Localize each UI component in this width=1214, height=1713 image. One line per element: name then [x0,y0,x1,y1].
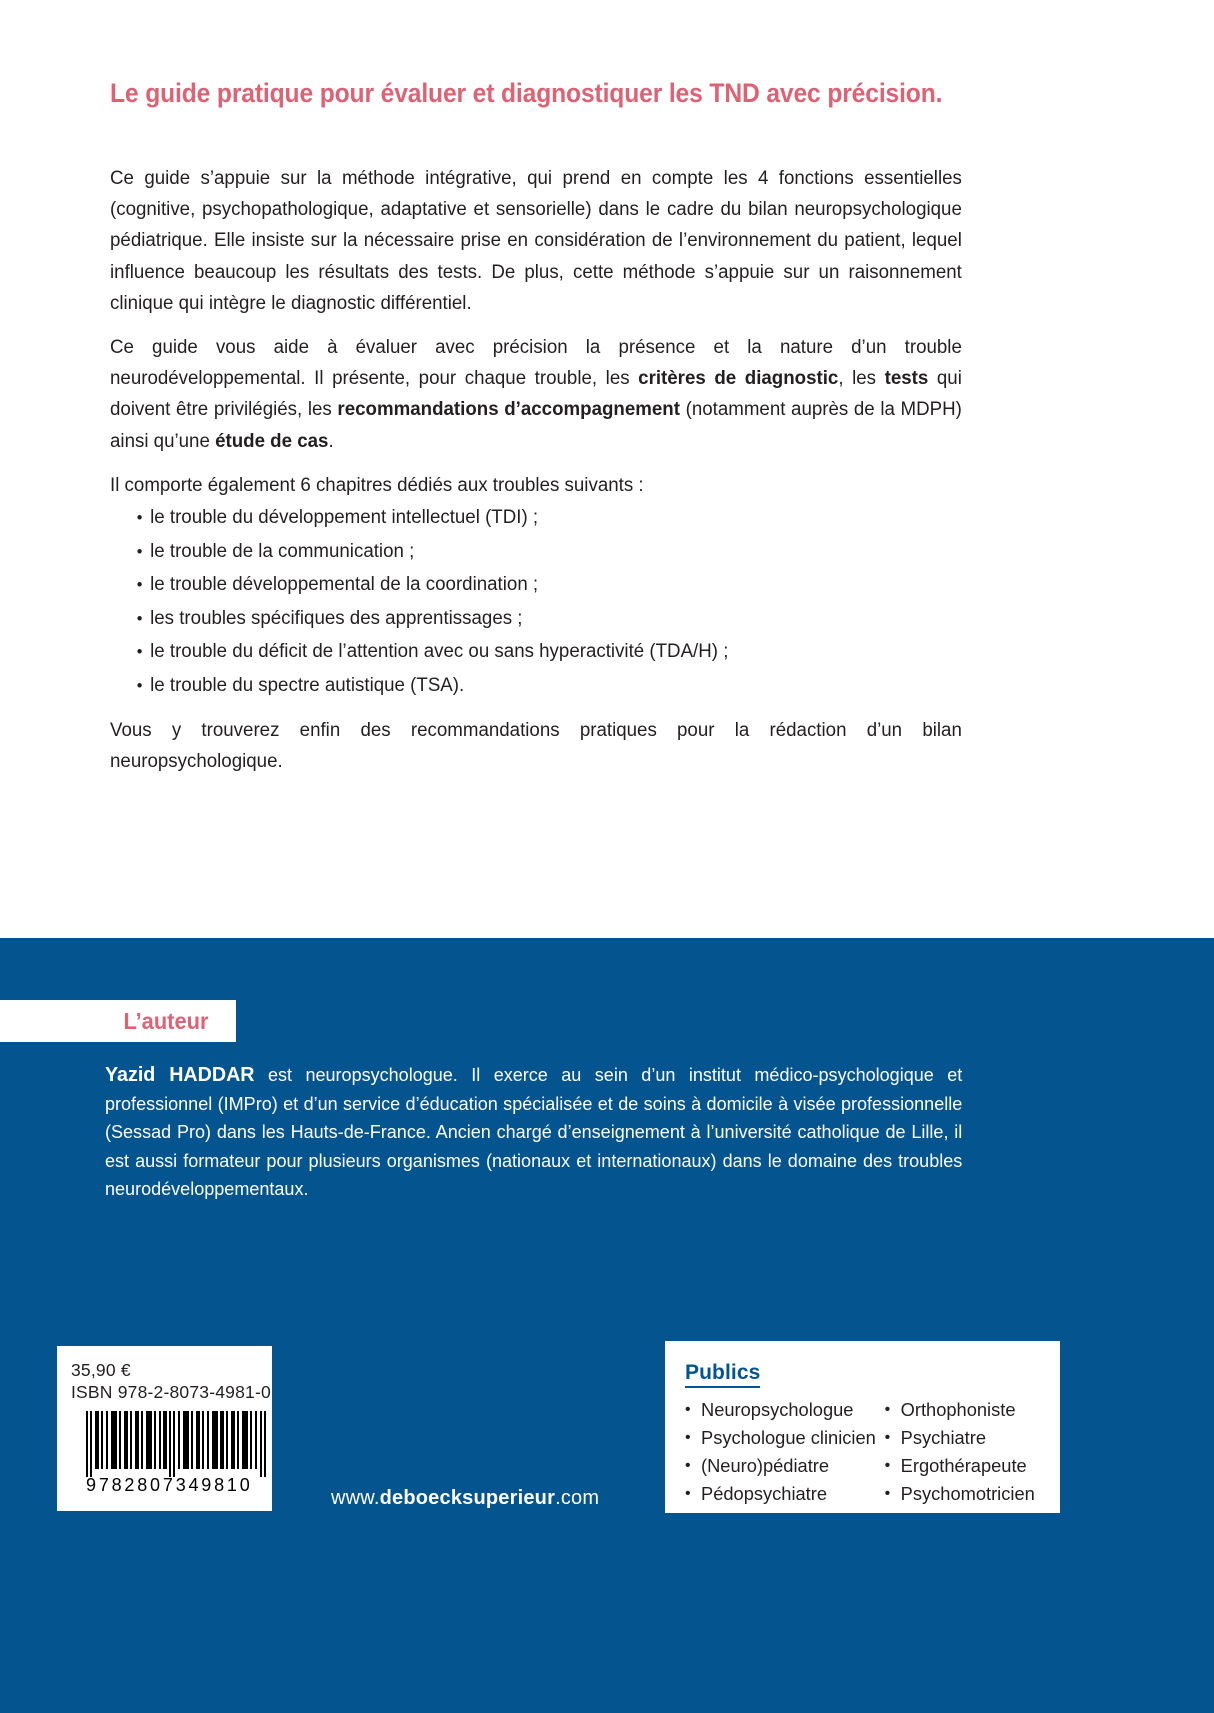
publics-box [665,1341,1060,1513]
blurb-p2-segment-5: . [328,429,334,452]
publics-title: Publics [685,1361,760,1388]
blurb-p2-segment-3: qui doivent être privilégiés, les [110,367,962,421]
list-item: • le trouble du développement intellectuel (TDI) ; [110,501,962,535]
list-item: • le trouble du déficit de l’attention avec ou sans hyperactivité (TDA/H) ; [110,635,962,669]
publisher-blue-panel [0,938,1214,1713]
author-name: Yazid HADDAR [105,1063,255,1086]
list-item: • le trouble de la communication ; [110,535,962,569]
website-tld: .com [555,1487,600,1509]
list-item: • Ergothérapeute [885,1452,1060,1480]
list-item: • Psychomotricien [885,1480,1060,1508]
price-label: 35,90 € [71,1360,131,1380]
blurb-paragraph-1: Ce guide s’appuie sur la méthode intégrative, qui prend en compte les 4 fonctions essentielles (cognitive, psychopathologique, adaptative et sensorielle) dans le cadre du bilan neuropsychologique pédiatrique. Elle insiste sur la nécessaire prise en considération de l’environnement du patient, lequel influence beaucoup les résultats des tests. De plus, cette méthode s’appuie sur un raisonnement clinique qui intègre le diagnostic différentiel. [110,167,962,314]
website-brand: deboecksuperieur [379,1487,556,1509]
blurb-paragraph-3: Il comporte également 6 chapitres dédiés aux troubles suivants : [110,473,644,496]
author-tab-label: L’auteur [123,1007,208,1034]
blurb-p2-segment-4: (notamment auprès de la MDPH) ainsi qu’une [110,398,962,452]
barcode-right-group: 349810 [175,1475,253,1495]
author-bio-text: est neuropsychologue. Il exerce au sein d’un institut médico-psychologique et professionnel (IMPro) et d’un service d’éducation spécialisée et de soins à domicile à visée professionnelle (Sessad Pro) dans les Hauts-de-France. Ancien chargé d’enseignement à l’université catholique de Lille, il est aussi formateur pour plusieurs organismes (nationaux et internationaux) dans le domaine des troubles neurodéveloppementaux. [105,1064,963,1200]
list-item: • Psychiatre [885,1424,1060,1452]
barcode-lead-digit: 9 [86,1475,99,1495]
ean13-barcode [80,1411,272,1496]
blurb-paragraph-2 [110,332,962,457]
list-item: • le trouble développemental de la coordination ; [110,568,962,602]
page-headline: Le guide pratique pour évaluer et diagnostiquer les TND avec précision. [110,78,943,108]
list-item: • Psychologue clinicien [685,1424,885,1452]
author-biography [105,1061,962,1204]
publics-columns [685,1396,1060,1508]
list-item: • Orthophoniste [885,1396,1060,1424]
barcode-digit-row [86,1475,272,1496]
blurb-p2-segment-2: , les [838,367,885,390]
barcode-bars-icon [80,1411,272,1477]
barcode-left-group: 782807 [98,1475,176,1495]
isbn-label: ISBN 978-2-8073-4981-0 [71,1382,271,1402]
highlight-etude-de-cas: étude de cas [215,429,329,452]
blurb-body [110,163,962,790]
list-item: • Pédopsychiatre [685,1480,885,1508]
publisher-website[interactable] [331,1487,599,1510]
publics-column-right [885,1396,1060,1508]
website-www-prefix: www. [331,1487,380,1509]
list-item: • les troubles spécifiques des apprentissages ; [110,602,962,636]
list-item: • le trouble du spectre autistique (TSA). [110,669,962,703]
list-item: • Neuropsychologue [685,1396,885,1424]
author-tab [0,1000,236,1042]
highlight-recommandations: recommandations d’accompagnement [337,398,680,421]
price-isbn-barcode-box [57,1346,272,1511]
troubles-list [110,501,962,702]
highlight-criteres-de-diagnostic: critères de diagnostic [638,367,839,390]
blurb-p2-segment-1: Ce guide vous aide à évaluer avec précision la présence et la nature d’un trouble neurodéveloppemental. Il présente, pour chaque trouble, les [110,336,962,390]
list-item: • (Neuro)pédiatre [685,1452,885,1480]
highlight-tests: tests [884,367,929,390]
blurb-paragraph-4: Vous y trouverez enfin des recommandations pratiques pour la rédaction d’un bilan neuropsychologique. [110,719,962,773]
publics-column-left [685,1396,885,1508]
